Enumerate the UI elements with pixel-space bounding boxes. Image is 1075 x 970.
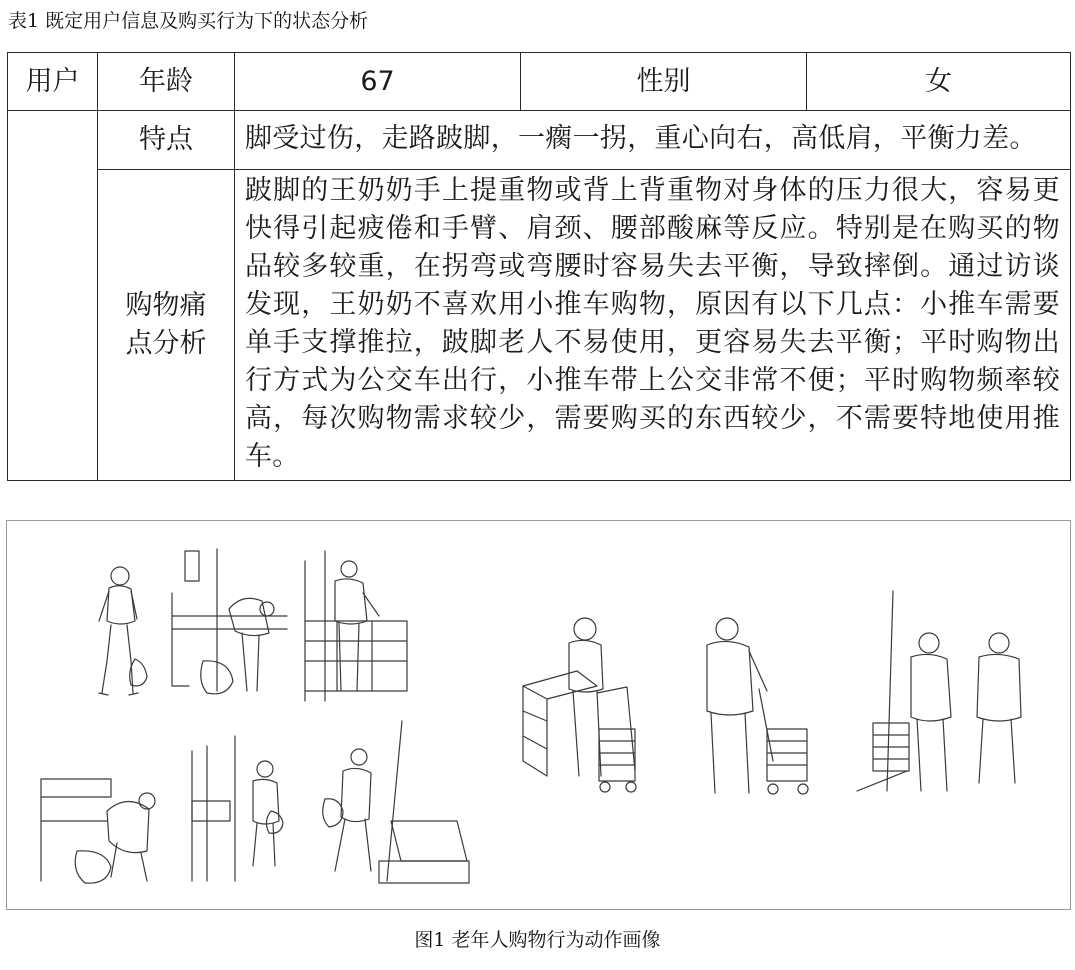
sketch-woman-pulling-trolley [707, 618, 808, 794]
pain-points-label-cell [98, 170, 235, 481]
table-caption: 表1 既定用户信息及购买行为下的状态分析 [8, 10, 369, 32]
sketch-standing-near-counter [192, 736, 283, 881]
sketch-walking-near-bin [323, 721, 469, 883]
elderly-shopping-sketches [7, 521, 1070, 909]
user-label-cell: 用户 [8, 53, 98, 111]
pain-points-label-line2: 点分析 [125, 328, 207, 359]
traits-label-cell: 特点 [98, 111, 235, 170]
age-label-cell: 年龄 [98, 53, 235, 111]
table-header-row [8, 53, 1071, 111]
pain-points-label-line1: 购物痛 [125, 290, 207, 321]
gender-value-cell: 女 [807, 53, 1071, 111]
traits-text-cell: 脚受过伤，走路跛脚，一瘸一拐，重心向右，高低肩，平衡力差。 [235, 111, 1071, 170]
gender-label-cell: 性别 [521, 53, 807, 111]
age-value-cell: 67 [235, 53, 521, 111]
traits-row [8, 111, 1071, 170]
sketch-backpack-at-shelf [305, 551, 407, 701]
shopping-behavior-figure [6, 520, 1071, 910]
sketch-crouching-with-bag [41, 779, 155, 883]
sketch-walking-with-bag [99, 567, 147, 695]
pain-points-row [8, 170, 1071, 481]
pain-points-text-cell: 跛脚的王奶奶手上提重物或背上背重物对身体的压力很大，容易更快得引起疲倦和手臂、肩颈、腰部酸麻等反应。特别是在购买的物品较多较重，在拐弯或弯腰时容易失去平衡，导致摔倒。通过访谈发现，王奶奶不喜欢用小推车购物，原因有以下几点：小推车需要单手支撑推拉，跛脚老人不易使用，更容易失去平衡；平时购物出行方式为公交车出行，小推车带上公交非常不便；平时购物频率较高，每次购物需求较少，需要购买的东西较少，不需要特地使用推车。 [235, 170, 1071, 481]
sketch-bending-at-counter [172, 549, 287, 694]
user-info-table [7, 52, 1071, 481]
sketch-man-with-trolley-wall [523, 618, 636, 792]
user-merged-cell [8, 111, 98, 481]
sketch-couple-with-trolley [857, 591, 1021, 791]
figure-caption: 图1 老年人购物行为动作画像 [414, 929, 661, 951]
